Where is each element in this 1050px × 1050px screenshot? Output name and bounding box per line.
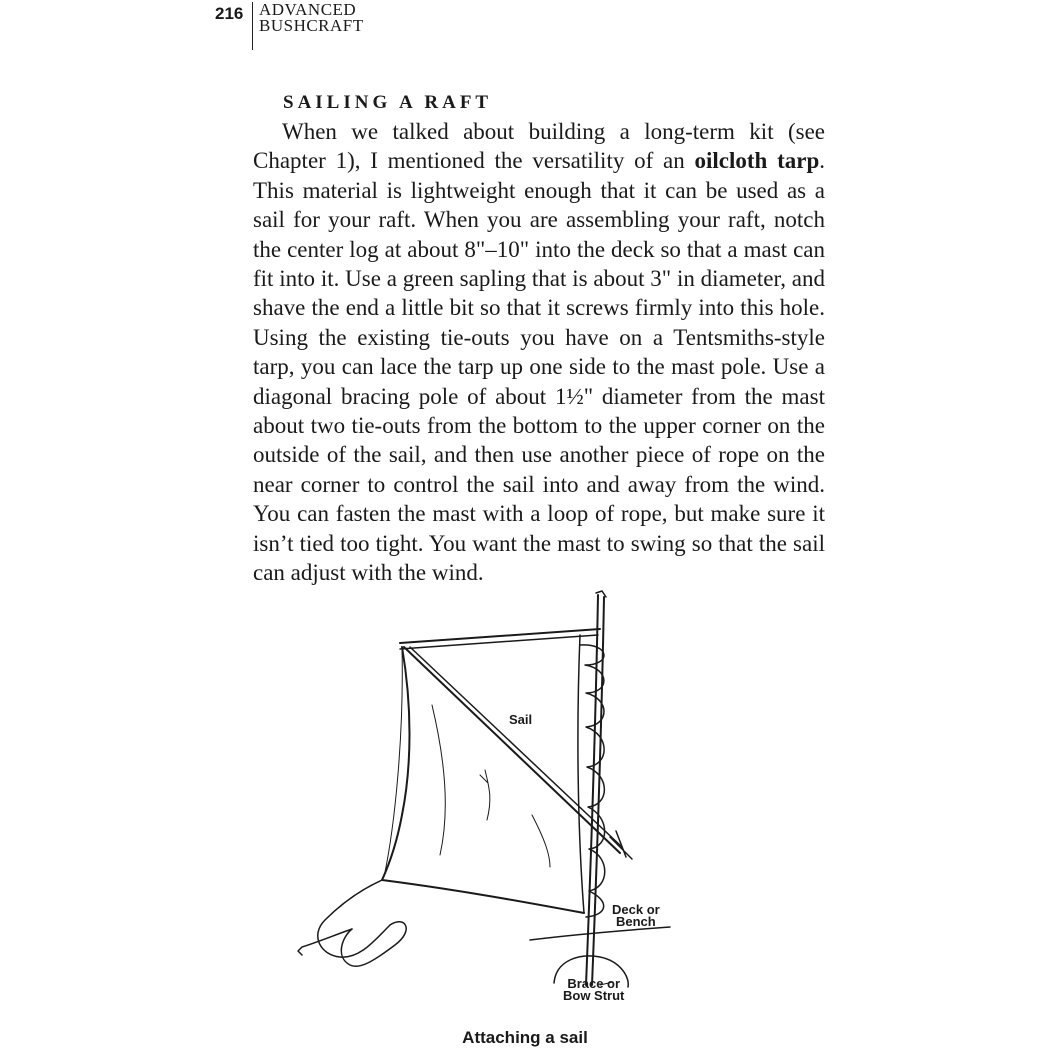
running-head-line-1: ADVANCED <box>259 0 357 19</box>
diagonal-brace <box>404 647 620 853</box>
paragraph-text-2: . This material is lightweight enough that it can be used as a sail for your raft. When you are assembling your raft, notch the center log at about 8"–10" into the deck so that a mast can fit into it. Use a green sapling that is about 3" in diameter, and shave the end a little bit so that it screws firmly into this hole. Using the existing tie-outs you have on a Tentsmiths-style tarp, you can lace the tarp up one side to the mast pole. Use a diagonal bracing pole of about 1½" diameter from the mast about two tie-outs from the bottom to the upper corner on the outside of the sail, and then use another piece of rope on the near corner to control the sail into and away from the wind. You can fasten the mast with a loop of rope, but make sure it isn’t tied too tight. You want the mast to swing so that the sail can adjust with the wind. <box>253 148 825 586</box>
running-head <box>259 2 364 34</box>
paragraph-text-1: When we talked about building a long-term kit (see Chapter 1), I mentioned the versatility of an <box>253 119 825 174</box>
header-divider <box>252 2 253 50</box>
figure-caption: Attaching a sail <box>462 1028 588 1047</box>
running-head-line-2: BUSHCRAFT <box>259 16 364 35</box>
label-brace <box>563 978 624 1002</box>
control-rope <box>318 880 406 966</box>
mast <box>586 595 598 985</box>
label-brace-line-1: Brace or <box>567 976 621 991</box>
sail-cloth <box>382 647 584 913</box>
bold-term: oilcloth tarp <box>694 148 820 174</box>
label-brace-line-2: Bow Strut <box>563 988 625 1003</box>
top-spar <box>400 629 600 643</box>
label-sail: Sail <box>509 712 533 727</box>
sail-illustration <box>280 585 720 1015</box>
label-deck-line-2: Bench <box>615 914 656 929</box>
body-paragraph <box>253 117 825 588</box>
label-deck <box>612 904 660 928</box>
page-number: 216 <box>215 4 244 23</box>
section-title: SAILING A RAFT <box>283 92 493 113</box>
sail-drawing <box>280 585 720 1015</box>
label-deck-line-1: Deck or <box>612 902 660 917</box>
